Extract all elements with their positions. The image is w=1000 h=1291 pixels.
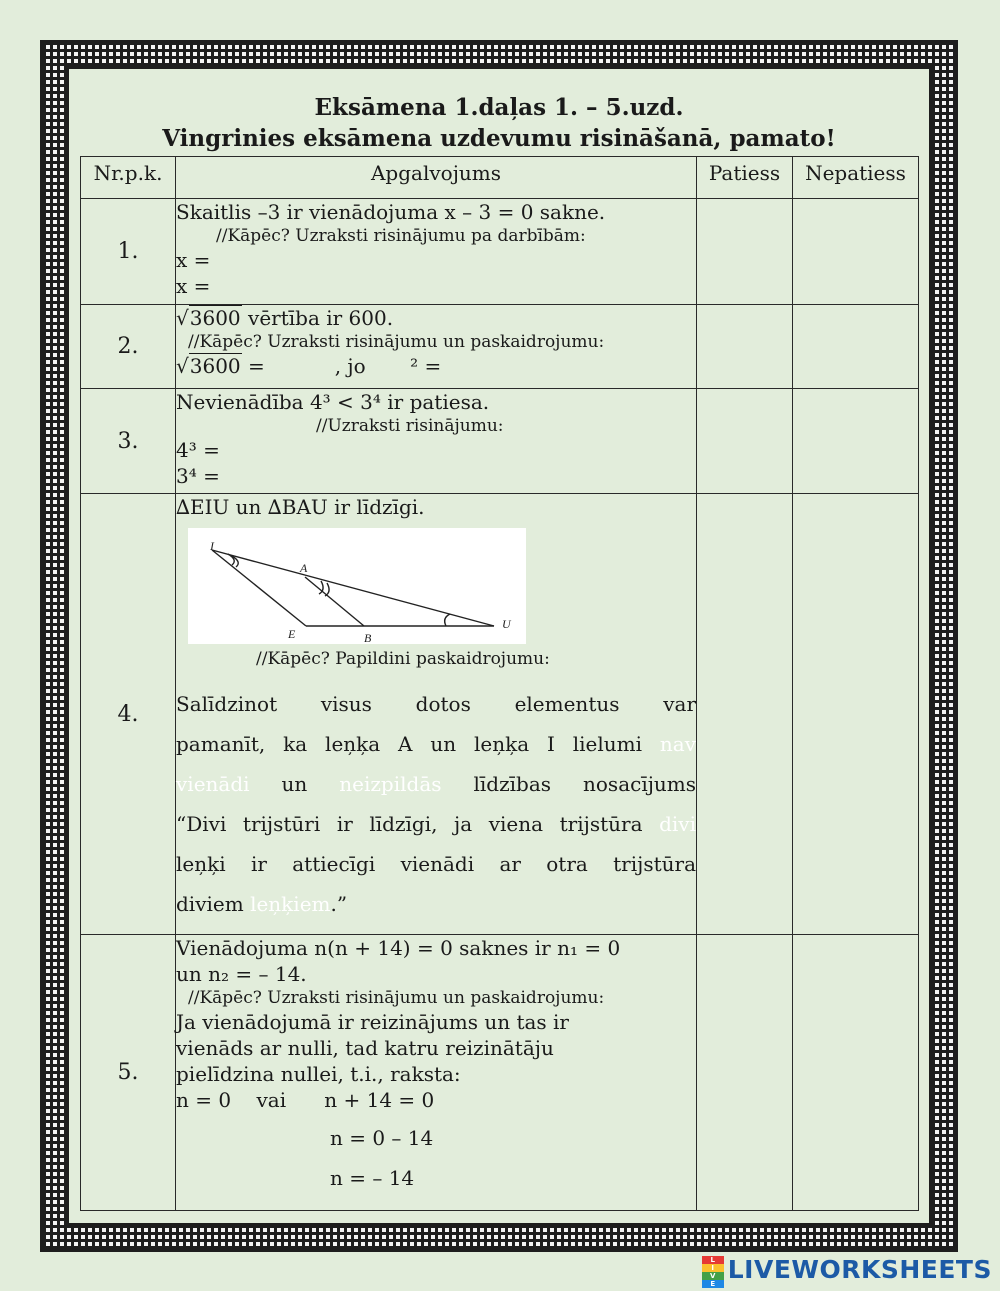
statement-cell (176, 935, 697, 1211)
explanation-line: pielīdzina nullei, t.i., raksta: (176, 1062, 461, 1086)
true-checkbox-cell[interactable] (697, 305, 793, 389)
false-checkbox-cell[interactable] (793, 389, 919, 494)
false-checkbox-cell[interactable] (793, 494, 919, 935)
vertex-label: B (364, 631, 372, 644)
answer-line[interactable]: x = (176, 274, 211, 298)
false-checkbox-cell[interactable] (793, 305, 919, 389)
statement-cell (176, 389, 697, 494)
table-row (81, 305, 919, 389)
vertex-label: E (288, 627, 296, 641)
hint-text: //Kāpēc? Papildini paskaidrojumu: (256, 649, 550, 669)
vertex-label: U (502, 617, 511, 631)
logo-text: LIVEWORKSHEETS (727, 1254, 992, 1284)
explanation-line: Ja vienādojumā ir reizinājums un tas ir (176, 1010, 569, 1034)
statement-text: √3600 vērtība ir 600. (176, 306, 394, 330)
false-checkbox-cell[interactable] (793, 199, 919, 305)
true-checkbox-cell[interactable] (697, 389, 793, 494)
col-header-false: Nepatiess (793, 157, 919, 199)
hint-text: //Uzraksti risinājumu: (316, 416, 504, 436)
col-header-statement: Apgalvojums (176, 157, 697, 199)
table-row (81, 389, 919, 494)
equation-line: n = 0 vai n + 14 = 0 (176, 1088, 435, 1112)
answer-line[interactable]: x = (176, 248, 211, 272)
equation-line: n = – 14 (330, 1166, 415, 1190)
true-checkbox-cell[interactable] (697, 935, 793, 1211)
hint-text: //Kāpēc? Uzraksti risinājumu pa darbībām: (216, 226, 586, 246)
false-checkbox-cell[interactable] (793, 935, 919, 1211)
triangle-diagram (188, 528, 526, 644)
equation-line: n = 0 – 14 (330, 1126, 434, 1150)
statement-cell (176, 199, 697, 305)
col-header-nr: Nr.p.k. (81, 157, 176, 199)
hint-text: //Kāpēc? Uzraksti risinājumu un paskaidrojumu: (188, 988, 605, 1008)
answer-blank[interactable]: leņķiem (250, 892, 331, 916)
logo-badge-icon: L I V E (702, 1256, 724, 1282)
page-title (66, 92, 932, 154)
answer-blank[interactable]: divi (659, 812, 696, 836)
vertex-label: I (210, 539, 214, 553)
header-row (81, 157, 919, 199)
sqrt-symbol: √3600 (176, 306, 241, 330)
explanation-paragraph: Salīdzinot visus dotos elementus var pamanīt, ka leņķa A un leņķa I lielumi nav vienādi un neizpildās līdzības nosacījums “Divi trijstūri ir līdzīgi, ja viena trijstūra divi leņķi ir attiecīgi vienādi ar otra trijstūra diviem leņķiem.” (176, 692, 697, 916)
table-row (81, 935, 919, 1211)
explanation-line: vienāds ar nulli, tad katru reizinātāju (176, 1036, 554, 1060)
row-number: 5. (81, 935, 176, 1211)
row-number: 4. (81, 494, 176, 935)
title-line-2: Vingrinies eksāmena uzdevumu risināšanā, pamato! (162, 125, 836, 152)
statement-text: ∆EIU un ∆BAU ir līdzīgi. (176, 495, 425, 519)
worksheet-table (80, 156, 919, 1211)
statement-text: Vienādojuma n(n + 14) = 0 saknes ir n₁ = 0 (176, 936, 621, 960)
true-checkbox-cell[interactable] (697, 494, 793, 935)
table-row (81, 494, 919, 935)
statement-cell (176, 494, 697, 935)
hint-text: //Kāpēc? Uzraksti risinājumu un paskaidrojumu: (188, 332, 605, 352)
statement-cell (176, 305, 697, 389)
row-number: 1. (81, 199, 176, 305)
statement-text: un n₂ = – 14. (176, 962, 307, 986)
answer-blank[interactable]: neizpildās (339, 772, 442, 796)
vertex-label: A (300, 561, 308, 575)
liveworksheets-logo (702, 1254, 992, 1288)
answer-blank[interactable]: nav (659, 732, 696, 756)
true-checkbox-cell[interactable] (697, 199, 793, 305)
title-line-1: Eksāmena 1.daļas 1. – 5.uzd. (314, 94, 684, 121)
statement-text: Skaitlis –3 ir vienādojuma x – 3 = 0 sakne. (176, 200, 606, 224)
row-number: 2. (81, 305, 176, 389)
answer-blank[interactable]: vienādi (176, 772, 250, 796)
answer-line[interactable]: 4³ = (176, 438, 220, 462)
row-number: 3. (81, 389, 176, 494)
answer-line[interactable]: 3⁴ = (176, 464, 220, 488)
statement-text: Nevienādība 4³ < 3⁴ ir patiesa. (176, 390, 490, 414)
col-header-true: Patiess (697, 157, 793, 199)
sqrt-symbol: √3600 (176, 354, 241, 378)
answer-line[interactable]: √3600 = , jo ² = (176, 354, 442, 378)
table-row (81, 199, 919, 305)
